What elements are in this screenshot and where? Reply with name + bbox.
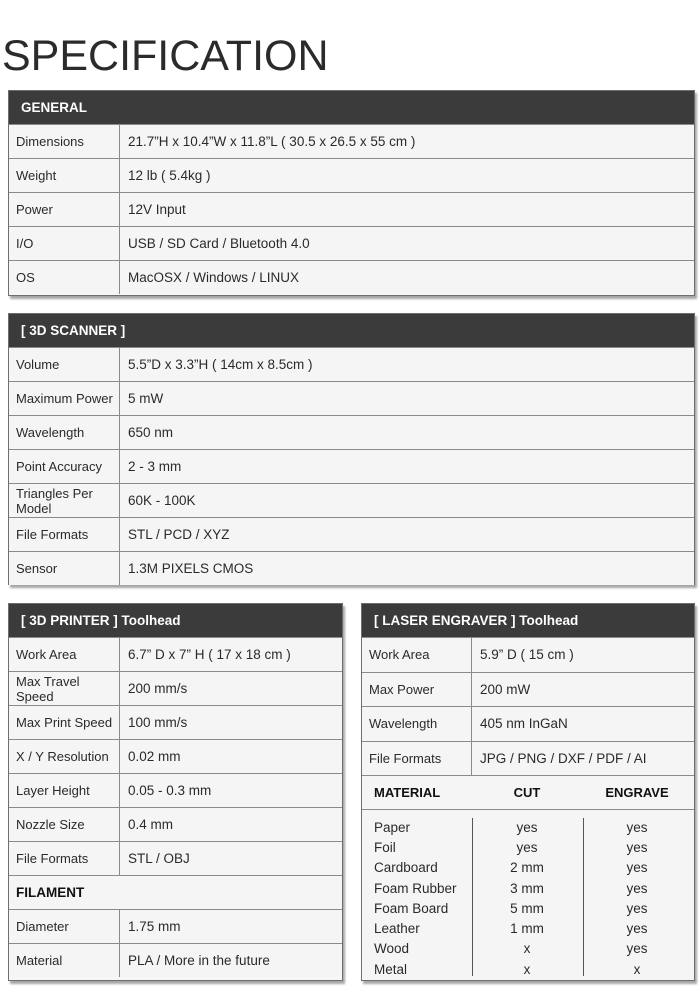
printer-row-value: 0.05 - 0.3 mm: [128, 783, 212, 798]
printer-row: [9, 841, 342, 875]
material-engrave-cell: yes: [626, 880, 648, 896]
general-row-label: Power: [9, 193, 120, 226]
material-row: [362, 837, 694, 857]
laser-row: [362, 637, 694, 672]
printer-row-label: X / Y Resolution: [9, 740, 120, 773]
general-row-value: MacOSX / Windows / LINUX: [128, 270, 300, 285]
scanner-row-label: Sensor: [9, 552, 120, 585]
material-cut-cell: yes: [516, 819, 538, 835]
filament-rows: [9, 909, 342, 977]
printer-row-label: Layer Height: [9, 774, 120, 807]
material-cut-cell: 5 mm: [510, 900, 544, 916]
scanner-rows: [9, 347, 694, 585]
material-cut-cell: 2 mm: [510, 860, 544, 876]
scanner-row: [9, 551, 694, 585]
printer-row: [9, 773, 342, 807]
scanner-row: [9, 415, 694, 449]
material-material-cell: Foam Board: [374, 900, 449, 916]
scanner-row-label: File Formats: [9, 518, 120, 551]
material-engrave-cell: yes: [626, 819, 648, 835]
laser-panel: [361, 603, 695, 981]
scanner-header: [ 3D SCANNER ]: [9, 314, 694, 347]
printer-row-value: STL / OBJ: [128, 851, 190, 866]
material-row: [362, 918, 694, 938]
page-title: SPECIFICATION: [2, 32, 329, 80]
laser-row: [362, 672, 694, 707]
printer-row-label: Work Area: [9, 638, 120, 671]
cut-column-divider: [583, 818, 584, 976]
scanner-row-value: 2 - 3 mm: [128, 459, 182, 474]
material-material-cell: Paper: [374, 819, 411, 835]
printer-row: [9, 705, 342, 739]
filament-row: [9, 943, 342, 977]
engrave-column-header: ENGRAVE: [605, 785, 669, 800]
material-rows: [362, 817, 694, 979]
printer-row-value: 0.02 mm: [128, 749, 181, 764]
scanner-row-label: Point Accuracy: [9, 450, 120, 483]
material-row: [362, 898, 694, 918]
material-column-header: MATERIAL: [374, 785, 441, 800]
scanner-row-label: Triangles Per Model: [9, 484, 120, 517]
laser-row-label: Wavelength: [362, 707, 472, 741]
general-row-value: 21.7”H x 10.4”W x 11.8”L ( 30.5 x 26.5 x 55 cm ): [128, 134, 416, 149]
laser-rows: [362, 637, 694, 775]
printer-row-value: 200 mm/s: [128, 681, 188, 696]
material-engrave-cell: yes: [626, 921, 648, 937]
general-row-value: 12 lb ( 5.4kg ): [128, 168, 211, 183]
scanner-panel: [8, 313, 695, 585]
material-cut-cell: x: [523, 961, 531, 977]
material-material-cell: Foil: [374, 839, 396, 855]
general-row: [9, 260, 694, 294]
material-material-cell: Metal: [374, 961, 408, 977]
scanner-row: [9, 347, 694, 381]
scanner-row: [9, 381, 694, 415]
printer-row: [9, 637, 342, 671]
scanner-row-label: Volume: [9, 348, 120, 381]
material-engrave-cell: yes: [626, 860, 648, 876]
scanner-row-value: 5 mW: [128, 391, 164, 406]
general-row: [9, 124, 694, 158]
filament-row-label: Diameter: [9, 910, 120, 943]
material-row: [362, 959, 694, 979]
general-row-value: 12V Input: [128, 202, 186, 217]
laser-row-value: 5.9” D ( 15 cm ): [480, 647, 574, 663]
laser-row-value: 200 mW: [480, 681, 531, 697]
general-row-value: USB / SD Card / Bluetooth 4.0: [128, 236, 310, 251]
scanner-row-value: 60K - 100K: [128, 493, 196, 508]
scanner-row-label: Wavelength: [9, 416, 120, 449]
printer-row-label: Max Print Speed: [9, 706, 120, 739]
general-row-label: OS: [9, 261, 120, 294]
scanner-row-label: Maximum Power: [9, 382, 120, 415]
scanner-row: [9, 483, 694, 517]
printer-row-label: Nozzle Size: [9, 808, 120, 841]
scanner-row: [9, 449, 694, 483]
general-row: [9, 226, 694, 260]
laser-row-label: Work Area: [362, 638, 472, 672]
laser-row-value: 405 nm InGaN: [480, 716, 568, 732]
general-row-label: Dimensions: [9, 125, 120, 158]
scanner-row-value: 1.3M PIXELS CMOS: [128, 561, 254, 576]
material-engrave-cell: yes: [626, 900, 648, 916]
scanner-row-value: 650 nm: [128, 425, 174, 440]
scanner-row-value: STL / PCD / XYZ: [128, 527, 230, 542]
laser-header: [ LASER ENGRAVER ] Toolhead: [362, 604, 694, 637]
laser-row-label: File Formats: [362, 742, 472, 776]
printer-row-label: Max Travel Speed: [9, 672, 120, 705]
printer-header: [ 3D PRINTER ] Toolhead: [9, 604, 342, 637]
material-material-cell: Foam Rubber: [374, 880, 457, 896]
material-cut-cell: x: [523, 941, 531, 957]
scanner-row-value: 5.5”D x 3.3”H ( 14cm x 8.5cm ): [128, 357, 313, 372]
printer-row-value: 100 mm/s: [128, 715, 188, 730]
material-column-divider: [472, 818, 473, 976]
general-header: GENERAL: [9, 91, 694, 124]
material-cut-cell: yes: [516, 839, 538, 855]
material-material-cell: Wood: [374, 941, 410, 957]
general-row-label: I/O: [9, 227, 120, 260]
printer-row-value: 0.4 mm: [128, 817, 174, 832]
laser-row-value: JPG / PNG / DXF / PDF / AI: [480, 750, 647, 766]
cut-column-header: CUT: [513, 785, 541, 800]
general-panel: [8, 90, 695, 296]
general-row: [9, 192, 694, 226]
general-rows: [9, 124, 694, 294]
material-cut-cell: 3 mm: [510, 880, 544, 896]
material-row: [362, 858, 694, 878]
material-row: [362, 878, 694, 898]
material-table-header: [362, 775, 694, 810]
laser-row: [362, 706, 694, 741]
material-row: [362, 939, 694, 959]
material-engrave-cell: yes: [626, 941, 648, 957]
filament-header: FILAMENT: [9, 875, 342, 909]
material-cut-cell: 1 mm: [510, 921, 544, 937]
material-table-body: [362, 810, 694, 979]
laser-row: [362, 741, 694, 776]
material-material-cell: Leather: [374, 921, 420, 937]
printer-row-label: File Formats: [9, 842, 120, 875]
scanner-row: [9, 517, 694, 551]
material-engrave-cell: x: [633, 961, 641, 977]
general-row-label: Weight: [9, 159, 120, 192]
filament-row-value: PLA / More in the future: [128, 953, 270, 968]
printer-row: [9, 807, 342, 841]
material-row: [362, 817, 694, 837]
filament-row-value: 1.75 mm: [128, 919, 181, 934]
printer-panel: [8, 603, 343, 981]
filament-row: [9, 909, 342, 943]
printer-row: [9, 671, 342, 705]
general-row: [9, 158, 694, 192]
printer-row: [9, 739, 342, 773]
material-material-cell: Cardboard: [374, 860, 438, 876]
printer-rows: [9, 637, 342, 875]
laser-row-label: Max Power: [362, 673, 472, 707]
filament-row-label: Material: [9, 944, 120, 977]
material-engrave-cell: yes: [626, 839, 648, 855]
printer-row-value: 6.7” D x 7” H ( 17 x 18 cm ): [128, 647, 291, 662]
